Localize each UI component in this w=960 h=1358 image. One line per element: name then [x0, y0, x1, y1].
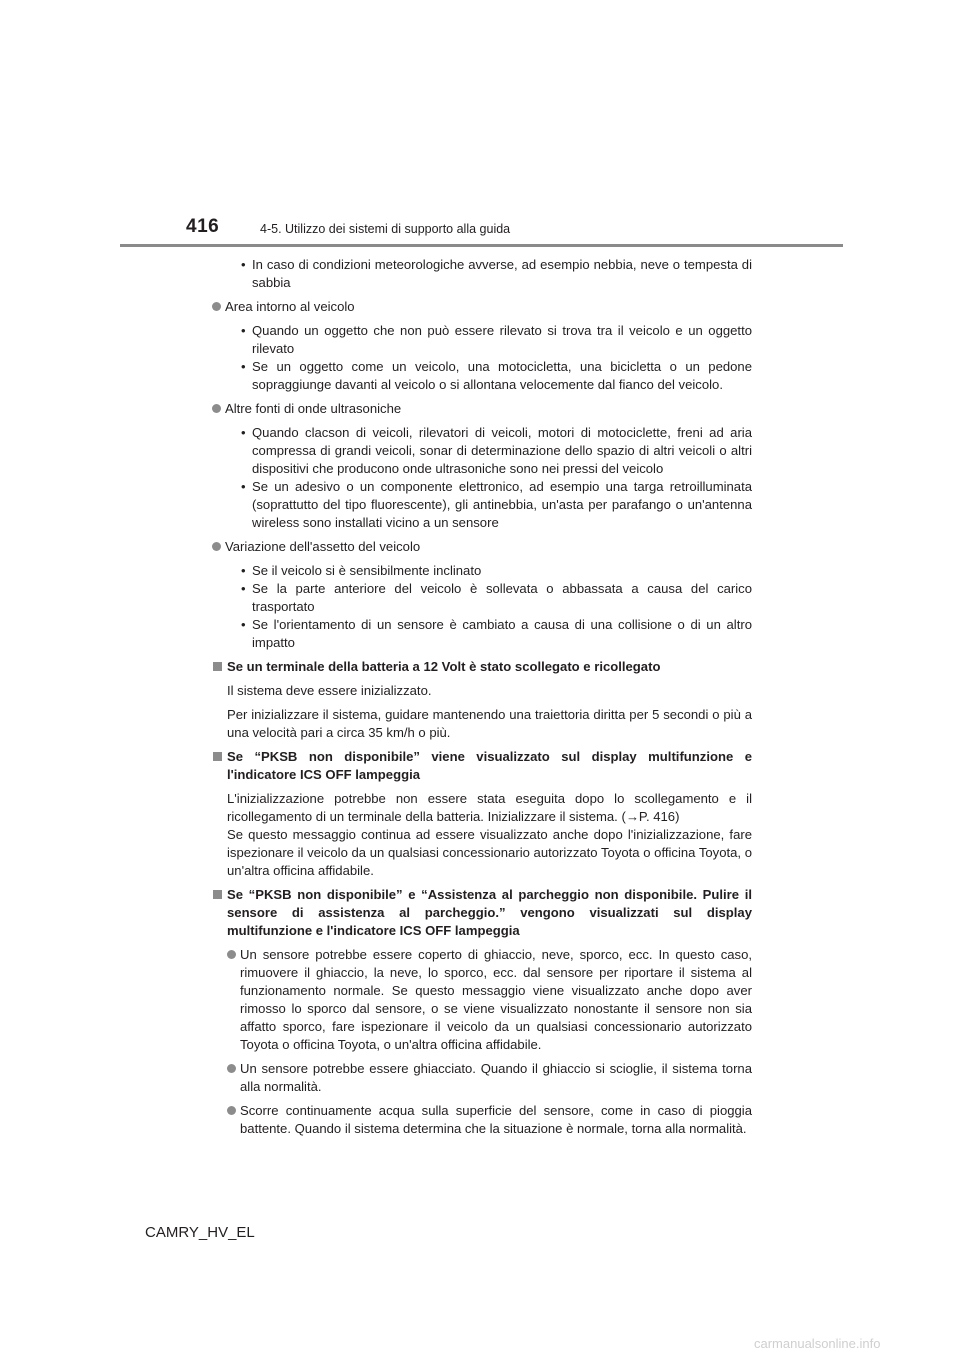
ultrasonic-item-2: [212, 478, 752, 532]
battery-text-1: Il sistema deve essere inizializzato.: [227, 683, 432, 698]
pksb-text-1: [212, 790, 752, 826]
assist-item-text: Un sensore potrebbe essere coperto di ghiaccio, neve, sporco, ecc. In questo caso, rimuovere il ghiaccio, la neve, lo sporco, ecc. dal sensore per riportare il sistema al funzionamento normale. Se questo messaggio viene visualizzato anche dopo aver rimosso lo sporco dal sensore, o se viene visualizzato nonostante il sensore non sia affatto sporco, fare ispezionare il veicolo da un qualsiasi concessionario autorizzato Toyota o officina Toyota, o un'altra officina affidabile.: [240, 947, 752, 1052]
ultrasonic-item-text: Quando clacson di veicoli, rilevatori di veicoli, motori di motociclette, freni ad aria compressa di grandi veicoli, sonar di determinazione dello spazio di altri veicoli o altri dispositivi che producono onde ultrasoniche sono nei pressi del veicolo: [252, 425, 752, 476]
pksb-text-part: L'inizializzazione potrebbe non essere stata eseguita dopo lo scollegamento e il ricollegamento di un terminale della batteria. Inizializzare il sistema. (: [227, 791, 752, 824]
square-bullet-icon: [213, 890, 222, 899]
battery-heading: [212, 658, 752, 676]
area-label: Area intorno al veicolo: [225, 299, 355, 314]
dash-bullet: •: [241, 257, 246, 272]
bullet-icon: [227, 1064, 236, 1073]
ultrasonic-bullet: [212, 400, 752, 418]
assist-item-text: Scorre continuamente acqua sulla superficie del sensore, come in caso di pioggia battente. Quando il sistema determina che la situazione è normale, torna alla normalità.: [240, 1103, 752, 1136]
section-title: 4-5. Utilizzo dei sistemi di supporto alla guida: [260, 222, 511, 236]
ultrasonic-item-1: [212, 424, 752, 478]
bullet-icon: [212, 542, 221, 551]
weather-item: [212, 256, 752, 292]
battery-heading-text: Se un terminale della batteria a 12 Volt è stato scollegato e ricollegato: [227, 659, 661, 674]
bullet-icon: [212, 302, 221, 311]
attitude-item-text: Se il veicolo si è sensibilmente inclinato: [252, 563, 482, 578]
bullet-icon: [227, 950, 236, 959]
dash-bullet: •: [241, 359, 246, 374]
page-body: [212, 256, 752, 1138]
assist-item-text: Un sensore potrebbe essere ghiacciato. Quando il ghiaccio si scioglie, il sistema torna alla normalità.: [240, 1061, 752, 1094]
assist-heading-text: Se “PKSB non disponibile” e “Assistenza al parcheggio non disponibile. Pulire il sensore di assistenza al parcheggio.” vengono visualizzati sul display multifunzione e l'indicatore ICS OFF lampeggia: [227, 887, 752, 938]
attitude-bullet: [212, 538, 752, 556]
assist-item-3: [212, 1102, 752, 1138]
assist-item-1: [212, 946, 752, 1054]
area-item-text: Quando un oggetto che non può essere rilevato si trova tra il veicolo e un oggetto rilevato: [252, 323, 752, 356]
pksb-text-part: ): [675, 809, 680, 824]
pksb-text-2: Se questo messaggio continua ad essere visualizzato anche dopo l'inizializzazione, fare ispezionare il veicolo da un qualsiasi concessionario autorizzato Toyota o officina Toyota, o un'altra officina affidabile.: [227, 827, 752, 878]
area-item-2: [212, 358, 752, 394]
dash-bullet: •: [241, 563, 246, 578]
area-item-text: Se un oggetto come un veicolo, una motocicletta, una bicicletta o un pedone sopraggiunge davanti al veicolo o si allontana velocemente dal fianco del veicolo.: [252, 359, 752, 392]
area-bullet: [212, 298, 752, 316]
dash-bullet: •: [241, 323, 246, 338]
pksb-heading-text: Se “PKSB non disponibile” viene visualizzato sul display multifunzione e l'indicatore ICS OFF lampeggia: [227, 749, 752, 782]
attitude-item-2: [212, 580, 752, 616]
ultrasonic-item-text: Se un adesivo o un componente elettronico, ad esempio una targa retroilluminata (soprattutto del tipo fluorescente), gli antinebbia, un'asta per parafango o un'antenna wireless sono installati vicino a un sensore: [252, 479, 752, 530]
model-code: CAMRY_HV_EL: [145, 1224, 255, 1241]
square-bullet-icon: [213, 752, 222, 761]
area-item-1: [212, 322, 752, 358]
dash-bullet: •: [241, 617, 246, 632]
page-number: 416: [186, 216, 220, 237]
watermark: carmanualsonline.info: [754, 1336, 881, 1351]
dash-bullet: •: [241, 425, 246, 440]
pksb-heading: [212, 748, 752, 784]
assist-item-2: [212, 1060, 752, 1096]
dash-bullet: •: [241, 581, 246, 596]
attitude-label: Variazione dell'assetto del veicolo: [225, 539, 421, 554]
attitude-item-text: Se l'orientamento di un sensore è cambiato a causa di una collisione o di un altro impatto: [252, 617, 752, 650]
page-reference-link[interactable]: →P. 416: [625, 809, 676, 824]
ultrasonic-label: Altre fonti di onde ultrasoniche: [225, 401, 402, 416]
battery-text-2: Per inizializzare il sistema, guidare mantenendo una traiettoria diritta per 5 secondi o più a una velocità pari a circa 35 km/h o più.: [227, 707, 752, 740]
square-bullet-icon: [213, 662, 222, 671]
header-divider: [120, 244, 843, 247]
dash-bullet: •: [241, 479, 246, 494]
attitude-item-3: [212, 616, 752, 652]
bullet-icon: [212, 404, 221, 413]
bullet-icon: [227, 1106, 236, 1115]
attitude-item-text: Se la parte anteriore del veicolo è sollevata o abbassata a causa del carico trasportato: [252, 581, 752, 614]
assist-heading: [212, 886, 752, 940]
weather-item-text: In caso di condizioni meteorologiche avverse, ad esempio nebbia, neve o tempesta di sabbia: [252, 257, 752, 290]
attitude-item-1: [212, 562, 752, 580]
